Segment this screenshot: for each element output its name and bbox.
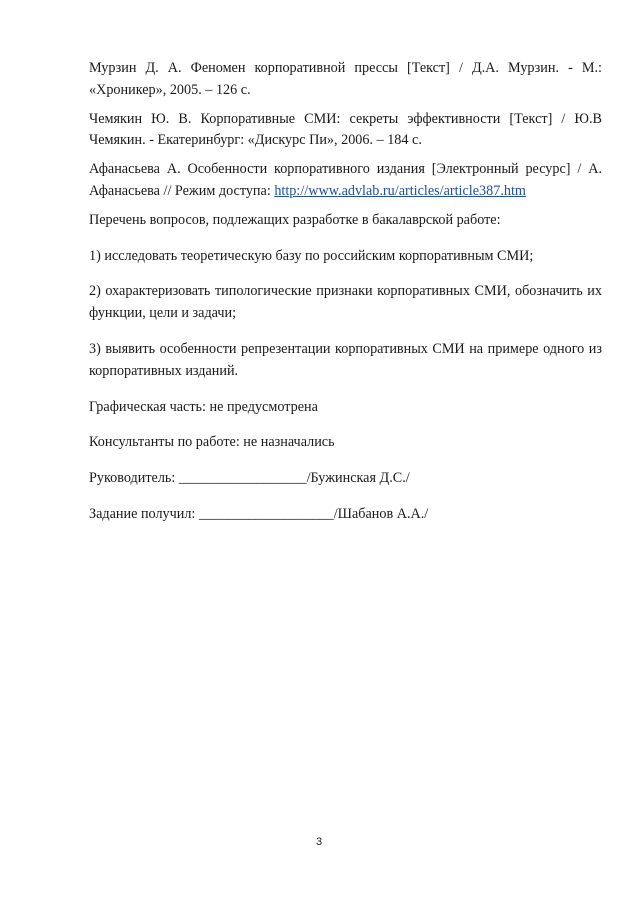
question-1: 1) исследовать теоретическую базу по российским корпоративным СМИ; [89,247,534,264]
consultants: Консультанты по работе: не назначались [89,434,335,451]
supervisor-signature-line: Руководитель: __________________/Бужинская Д.С./ [89,470,410,487]
question-2: 2) охарактеризовать типологические признаки корпоративных СМИ, обозначить их функции, цели и задачи; [89,283,602,322]
reference-2-text: Чемякин Ю. В. Корпоративные СМИ: секреты эффективности [Текст] / Ю.В Чемякин. - Екатеринбург: «Дискурс Пи», 2006. – 184 с. [89,110,602,149]
document-page [89,58,602,540]
reference-3 [89,159,602,203]
reference-3-text: Афанасьева А. Особенности корпоративного издания [Электронный ресурс] / А. Афанасьева // Режим доступа: [89,161,602,199]
questions-heading: Перечень вопросов, подлежащих разработке в бакалаврской работе: [89,211,501,228]
reference-3-link[interactable]: http://www.advlab.ru/articles/article387.htm [274,182,526,199]
graphic-part: Графическая часть: не предусмотрена [89,398,318,415]
question-3: 3) выявить особенности репрезентации корпоративных СМИ на примере одного из корпоративных изданий. [89,340,602,379]
reference-1-text: Мурзин Д. А. Феномен корпоративной прессы [Текст] / Д.А. Мурзин. - М.: «Хроникер», 2005. – 126 с. [89,60,602,98]
received-by-signature-line: Задание получил: ___________________/Шабанов А.А./ [89,505,429,522]
page-number: 3 [315,836,323,848]
reference-1 [89,58,602,102]
reference-2 [89,109,602,153]
